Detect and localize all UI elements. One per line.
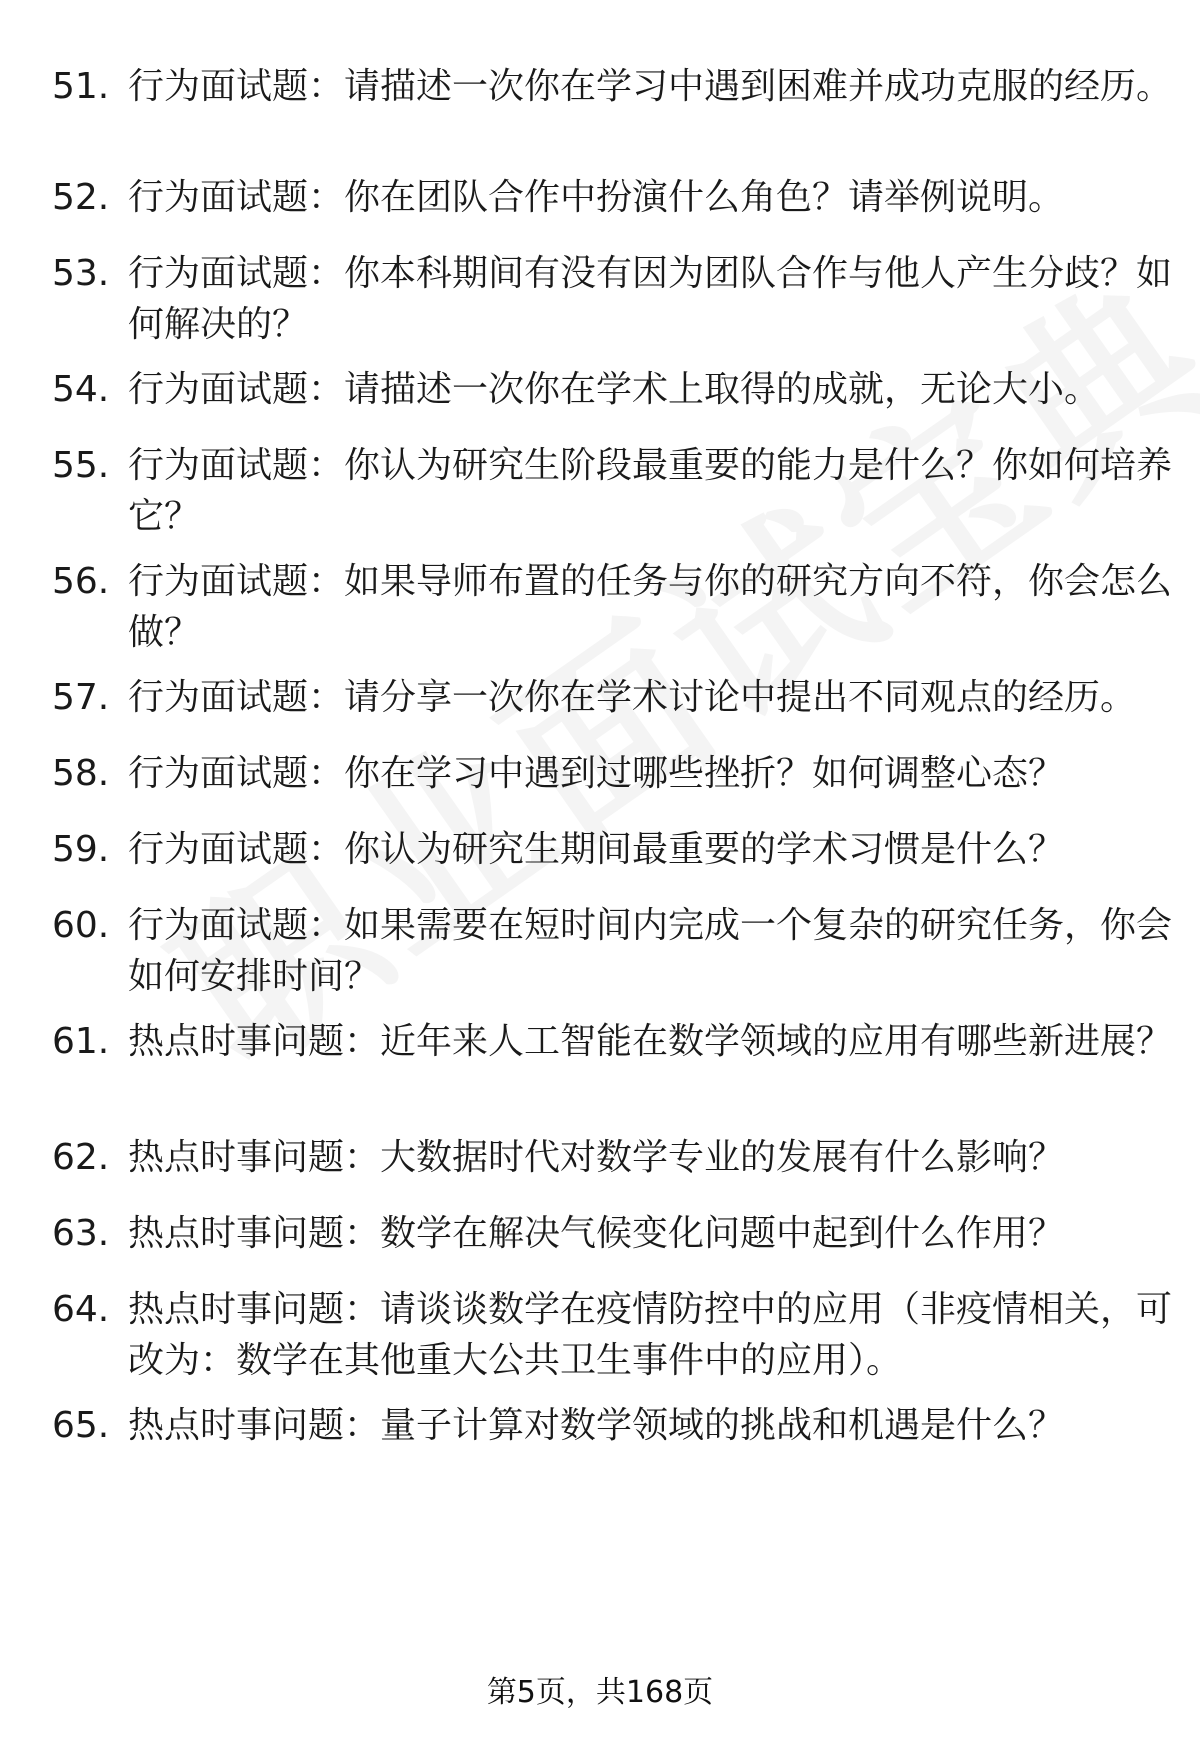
item-text: 行为面试题：你在学习中遇到过哪些挫折？如何调整心态？ [128,753,1065,794]
item-text: 行为面试题：如果导师布置的任务与你的研究方向不符，你会怎么做？ [128,561,1173,653]
item-text: 行为面试题：你本科期间有没有因为团队合作与他人产生分歧？如何解决的？ [128,253,1173,345]
item-text: 行为面试题：你在团队合作中扮演什么角色？请举例说明。 [128,177,1065,218]
item-number: 51. [52,66,110,107]
item-number: 61. [52,1021,110,1062]
list-item [52,672,1152,723]
item-number: 65. [52,1405,110,1446]
page-footer: 第5页，共168页 [486,1675,714,1710]
item-text: 行为面试题：你认为研究生阶段最重要的能力是什么？你如何培养它？ [128,445,1173,537]
item-number: 59. [52,829,110,870]
item-number: 53. [52,253,110,294]
item-number: 54. [52,369,110,410]
list-item [52,1284,1173,1386]
list-item [52,172,1152,223]
item-number: 64. [52,1289,110,1330]
item-text: 热点时事问题：请谈谈数学在疫情防控中的应用（非疫情相关，可改为：数学在其他重大公共卫生事件中的应用）。 [128,1289,1173,1381]
item-text: 热点时事问题：近年来人工智能在数学领域的应用有哪些新进展？ [128,1021,1173,1062]
item-text: 热点时事问题：数学在解决气候变化问题中起到什么作用？ [128,1213,1065,1254]
list-item [52,440,1173,542]
list-item [52,824,1152,875]
list-item [52,248,1173,350]
list-item [52,900,1173,1002]
list-item [52,1208,1152,1259]
item-number: 52. [52,177,110,218]
list-item [52,1400,1152,1451]
list-item [52,1016,1173,1067]
item-number: 56. [52,561,110,602]
item-text: 行为面试题：请描述一次你在学习中遇到困难并成功克服的经历。 [128,66,1173,107]
item-number: 60. [52,905,110,946]
item-number: 63. [52,1213,110,1254]
item-text: 行为面试题：你认为研究生期间最重要的学术习惯是什么？ [128,829,1065,870]
list-item [52,61,1173,112]
item-text: 热点时事问题：大数据时代对数学专业的发展有什么影响？ [128,1137,1065,1178]
item-number: 55. [52,445,110,486]
item-number: 62. [52,1137,110,1178]
list-item [52,1132,1152,1183]
list-item [52,556,1173,658]
item-text: 行为面试题：请描述一次你在学术上取得的成就，无论大小。 [128,369,1101,410]
item-number: 57. [52,677,110,718]
item-text: 行为面试题：如果需要在短时间内完成一个复杂的研究任务，你会如何安排时间？ [128,905,1173,997]
item-text: 热点时事问题：量子计算对数学领域的挑战和机遇是什么？ [128,1405,1065,1446]
list-item [52,748,1152,799]
list-item [52,364,1152,415]
item-number: 58. [52,753,110,794]
item-text: 行为面试题：请分享一次你在学术讨论中提出不同观点的经历。 [128,677,1137,718]
